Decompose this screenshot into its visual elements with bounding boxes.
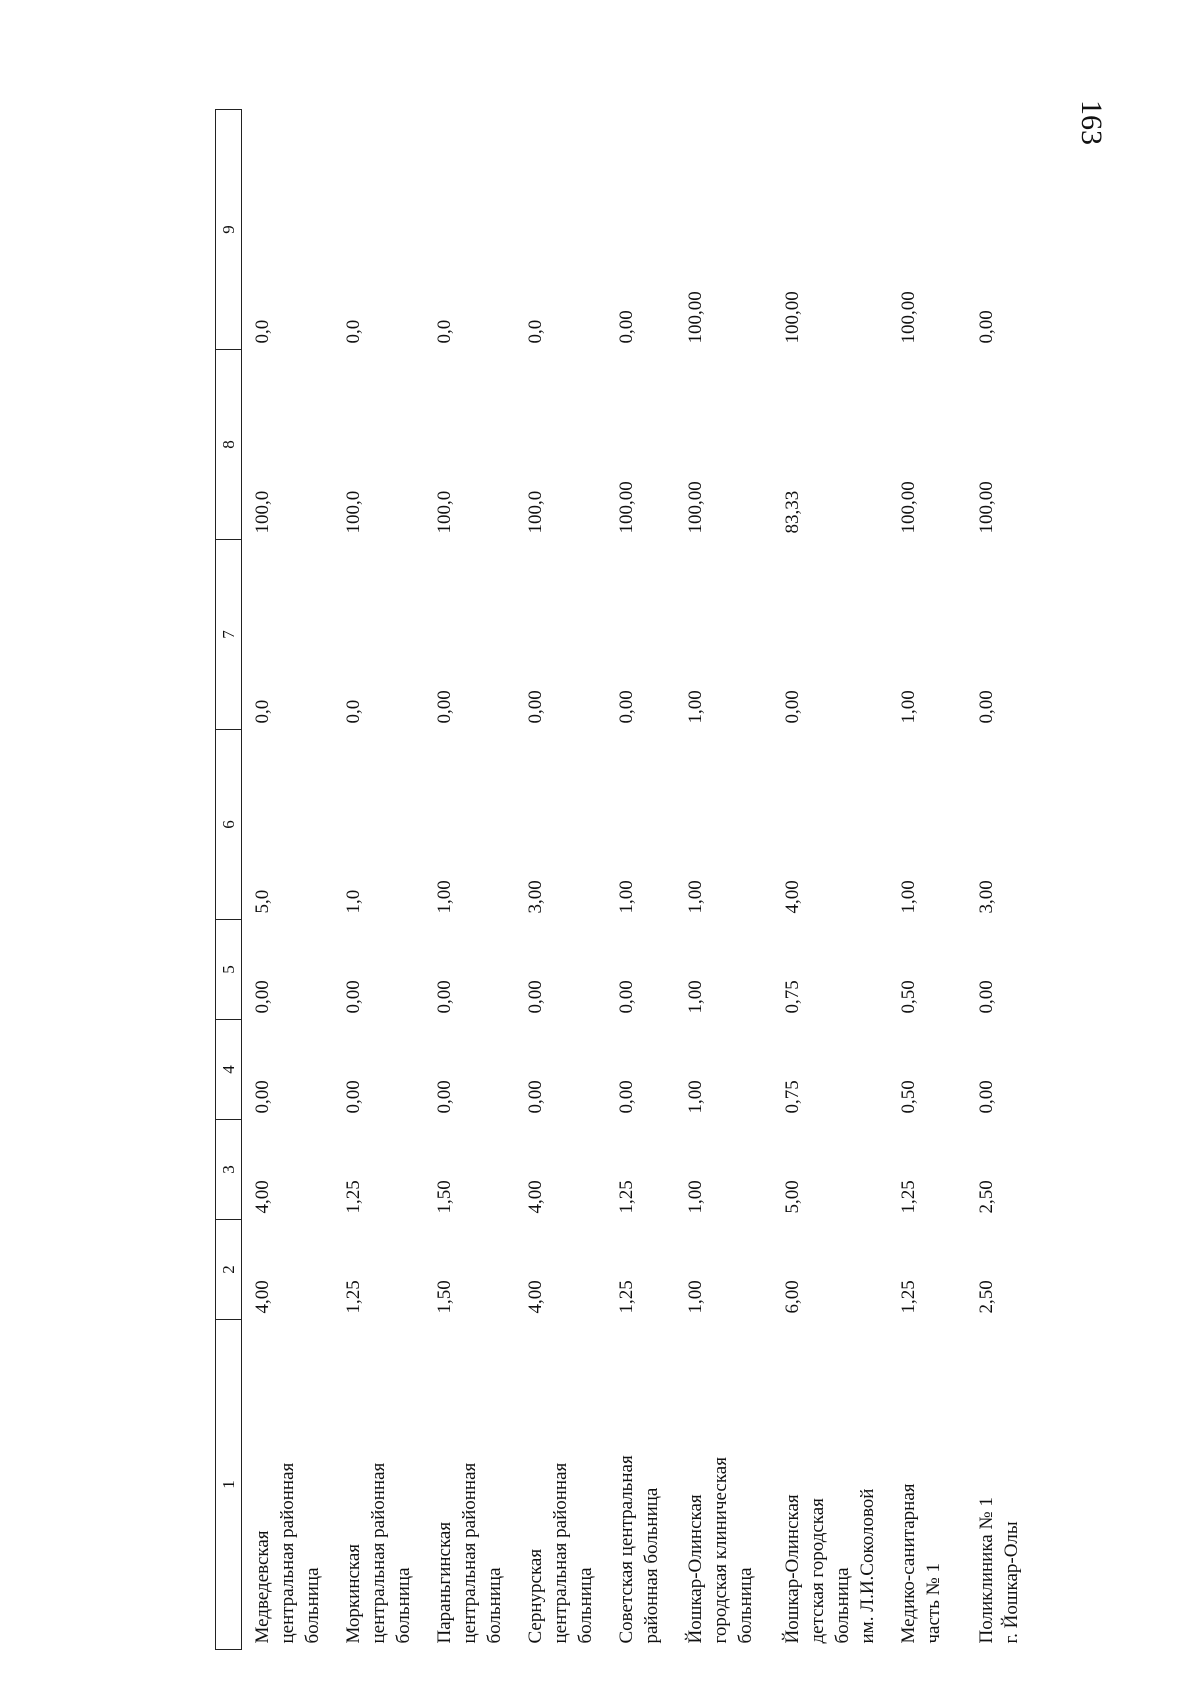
table-cell: 1,00 [898,690,919,724]
table-cell: 1,00 [685,1080,706,1114]
column-header: 3 [216,1120,242,1220]
table-cell: 1,25 [343,1280,364,1314]
table-row [333,110,424,1650]
table-cell: 0,00 [434,690,455,724]
table-cell: 0,00 [976,1080,997,1114]
table-cell: 100,00 [782,291,803,344]
table-cell: 0,00 [252,1080,273,1114]
table-cell: 6,00 [782,1280,803,1314]
hospital-name: Йошкар-Олинская детская городская больница им. Л.И.Соколовой [782,1488,878,1644]
table-cell: 100,00 [898,291,919,344]
table-cell: 0,00 [976,980,997,1014]
table-cell: 0,00 [525,980,546,1014]
table-cell: 100,0 [252,490,273,534]
hospital-name: Моркинская центральная районная больница [343,1462,414,1644]
hospital-name: Сернурская центральная районная больница [525,1462,596,1644]
table-cell: 1,00 [616,880,637,914]
table-cell: 100,00 [898,481,919,534]
column-header: 1 [216,1320,242,1650]
hospital-name: Медведевская центральная районная больница [252,1462,323,1644]
column-header: 4 [216,1020,242,1120]
table-row [888,110,966,1650]
table-cell: 1,25 [343,1180,364,1214]
hospital-name: Медико-санитарная часть № 1 [898,1483,944,1644]
rotated-table-wrapper [215,110,1022,1650]
table-cell: 0,00 [525,1080,546,1114]
table-cell: 1,25 [616,1180,637,1214]
table-cell: 2,50 [976,1180,997,1214]
table-cell: 1,00 [434,880,455,914]
table-cell: 0,00 [616,690,637,724]
page-number: 163 [1075,100,1108,145]
table-cell: 3,00 [525,880,546,914]
hospital-name: Йошкар-Олинская городская клиническая больница [685,1457,756,1644]
table-cell: 1,00 [898,880,919,914]
table-cell: 1,00 [685,690,706,724]
table-cell: 0,00 [343,1080,364,1114]
table-cell: 4,00 [525,1280,546,1314]
table-row [675,110,772,1650]
column-header: 6 [216,730,242,920]
table-cell: 100,00 [616,481,637,534]
table-cell: 0,0 [434,319,455,344]
header-row [216,110,242,1650]
table-cell: 1,00 [685,1280,706,1314]
table-cell: 0,75 [782,1080,803,1114]
table-row [772,110,888,1650]
table-cell: 1,25 [898,1280,919,1314]
table-cell: 4,00 [525,1180,546,1214]
table-cell: 100,0 [343,490,364,534]
table-cell: 0,00 [616,310,637,344]
table-cell: 100,00 [976,481,997,534]
table-cell: 2,50 [976,1280,997,1314]
hospital-name: Поликлиника № 1 г. Йошкар-Олы [976,1497,1022,1644]
column-header: 7 [216,540,242,730]
table-cell: 100,0 [525,490,546,534]
hospital-name: Параньгинская центральная районная больница [434,1462,505,1644]
table-cell: 0,0 [343,319,364,344]
table-cell: 100,00 [685,291,706,344]
table-cell: 4,00 [252,1180,273,1214]
table-cell: 0,00 [976,690,997,724]
table-cell: 0,00 [616,980,637,1014]
table-row [424,110,515,1650]
table-cell: 0,00 [434,980,455,1014]
column-header: 2 [216,1220,242,1320]
table-cell: 0,00 [616,1080,637,1114]
table-cell: 5,00 [782,1180,803,1214]
table-cell: 1,00 [685,880,706,914]
table-cell: 1,00 [685,1180,706,1214]
table-cell: 1,00 [685,980,706,1014]
table-cell: 4,00 [782,880,803,914]
table-row [966,110,1032,1650]
table-row [606,110,675,1650]
table-cell: 0,0 [525,319,546,344]
column-header: 5 [216,920,242,1020]
table-cell: 100,00 [685,481,706,534]
table-cell: 1,0 [343,889,364,914]
table-cell: 1,50 [434,1180,455,1214]
table-row [242,110,334,1650]
table-cell: 1,25 [898,1180,919,1214]
table-cell: 0,00 [252,980,273,1014]
table-cell: 5,0 [252,889,273,914]
table-cell: 0,00 [782,690,803,724]
table-cell: 0,00 [434,1080,455,1114]
column-header: 9 [216,110,242,350]
table-cell: 4,00 [252,1280,273,1314]
column-header: 8 [216,350,242,540]
table-cell: 0,50 [898,1080,919,1114]
table-row [515,110,606,1650]
table-cell: 3,00 [976,880,997,914]
table-cell: 0,00 [343,980,364,1014]
table-cell: 1,50 [434,1280,455,1314]
table-cell: 1,25 [616,1280,637,1314]
table-cell: 0,0 [252,699,273,724]
hospital-name: Советская центральная районная больница [616,1455,662,1644]
table-cell: 0,0 [343,699,364,724]
table-cell: 0,00 [525,690,546,724]
table-cell: 0,50 [898,980,919,1014]
table-cell: 83,33 [782,490,803,534]
data-table [215,109,1032,1650]
table-cell: 0,0 [252,319,273,344]
table-cell: 100,0 [434,490,455,534]
table-cell: 0,75 [782,980,803,1014]
table-cell: 0,00 [976,310,997,344]
